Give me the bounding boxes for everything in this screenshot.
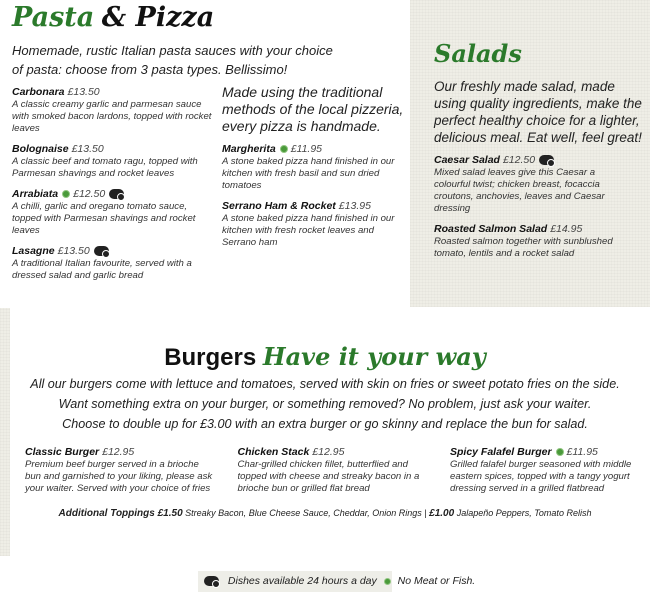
salads-items-1-price: £14.95	[550, 223, 583, 235]
burgers-toppings-price2: £1.00	[429, 508, 455, 519]
burgers-items-0-price: £12.95	[102, 446, 135, 458]
pasta-intro: Homemade, rustic Italian pasta sauces with your choice of pasta: choose from 3 pasta types. Bellissimo!	[12, 43, 333, 77]
burgers-items-1-desc: Char-grilled chicken fillet, butterflied and topped with cheese and streaky bacon in a brioche bun or grilled flat bread	[237, 459, 420, 494]
salads-items-0-desc: Mixed salad leaves give this Caesar a colourful twist; chicken breast, focaccia croutons, anchovies, leaves and Caesar dressing	[434, 167, 605, 214]
burgers-title_a: Burgers	[164, 344, 257, 371]
pasta-items-1-name: Bolognaise	[12, 143, 69, 155]
burgers-items-0-name: Classic Burger	[25, 446, 100, 458]
menu-item-salmon	[434, 223, 629, 260]
burgers-items-0-desc: Premium beef burger served in a brioche bun and garnished to your liking, please ask your waiter. Served with your choice of fries	[25, 459, 213, 494]
legend	[198, 571, 476, 592]
menu-item-bolognaise	[12, 143, 212, 180]
pizza-items-0-price: £11.95	[290, 143, 323, 155]
pasta-items-3-name: Lasagne	[12, 245, 55, 257]
24-hour-icon	[204, 576, 219, 586]
burgers-intro-1: Want something extra on your burger, or something removed? No problem, just ask your waiter.	[58, 397, 592, 411]
salads-column	[434, 38, 648, 260]
salads-intro: Our freshly made salad, made using quality ingredients, make the perfect healthy choice for a lighter, delicious meal. Eat well, feel great!	[434, 79, 642, 145]
pasta-column	[12, 86, 212, 282]
24-hour-icon	[94, 246, 109, 256]
pasta-items-0-name: Carbonara	[12, 86, 65, 98]
pasta-items-1-desc: A classic beef and tomato ragu, topped with Parmesan shavings and rocket leaves	[12, 156, 198, 179]
burgers-section	[0, 341, 650, 520]
menu-item-falafel-burger	[450, 446, 640, 495]
burgers-items-2-price: £11.95	[566, 446, 598, 458]
pasta-title	[12, 2, 214, 33]
burgers-items-1-price: £12.95	[312, 446, 345, 458]
legend-veg: No Meat or Fish.	[397, 575, 476, 587]
pizza-items-0-desc: A stone baked pizza hand finished in our kitchen with fresh basil and sun dried tomatoes	[222, 156, 395, 191]
burgers-items	[0, 446, 650, 495]
menu-item-margherita	[222, 143, 407, 192]
pasta-items-1-price: £13.50	[71, 143, 104, 155]
pizza-column	[222, 84, 407, 249]
pizza-intro: Made using the traditional methods of the local pizzeria, every pizza is handmade.	[222, 84, 404, 134]
burgers-title_b: Have it your way	[262, 342, 486, 371]
pasta-items-2-name: Arrabiata	[12, 188, 59, 200]
pasta-title_b: & Pizza	[101, 2, 215, 33]
burgers-toppings-label: Additional Toppings £1.50	[58, 508, 183, 519]
burgers-items-2-desc: Grilled falafel burger seasoned with middle eastern spices, topped with a tangy yogurt dressing served in a grilled flatbread	[450, 459, 632, 494]
burgers-toppings-list2: Jalapeño Peppers, Tomato Relish	[456, 508, 592, 518]
pasta-title_a: Pasta	[12, 2, 95, 33]
salads-items-1-name: Roasted Salmon Salad	[434, 223, 548, 235]
pasta-items-0-desc: A classic creamy garlic and parmesan sauce with smoked bacon lardons, topped with rocket leaves	[12, 99, 212, 134]
pizza-items-1-desc: A stone baked pizza hand finished in our kitchen with fresh rocket leaves and Serrano ham	[222, 213, 395, 248]
pasta-items-2-price: £12.50	[73, 188, 106, 200]
pizza-items-0-name: Margherita	[222, 143, 276, 155]
pasta-items-3-desc: A traditional Italian favourite, served with a dressed salad and garlic bread	[12, 258, 192, 281]
pasta-items-0-price: £13.50	[67, 86, 100, 98]
salads-items-0-price: £12.50	[502, 154, 536, 166]
pizza-items-1-name: Serrano Ham & Rocket	[222, 200, 336, 212]
24-hour-icon	[539, 155, 554, 165]
menu-item-arrabiata	[12, 188, 212, 237]
vegetarian-icon	[556, 448, 564, 456]
burgers-intro-0: All our burgers come with lettuce and tomatoes, served with skin on fries or sweet potato fries on the side.	[30, 377, 620, 391]
burgers-items-2-name: Spicy Falafel Burger	[450, 446, 552, 458]
burgers-intro	[0, 374, 650, 434]
pizza-items-1-price: £13.95	[338, 200, 371, 212]
pasta-items-3-price: £13.50	[57, 245, 90, 257]
burgers-intro-2: Choose to double up for £3.00 with an extra burger or go skinny and replace the bun for salad.	[62, 417, 588, 431]
vegetarian-icon	[280, 145, 288, 153]
menu-item-caesar	[434, 154, 609, 215]
vegetarian-icon	[62, 190, 70, 198]
24-hour-icon	[109, 189, 124, 199]
menu-item-classic-burger	[25, 446, 215, 495]
salads-items-1-desc: Roasted salmon together with sunblushed tomato, lentils and a rocket salad	[434, 236, 613, 259]
burgers-toppings-list1: Streaky Bacon, Blue Cheese Sauce, Cheddar, Onion Rings |	[185, 508, 427, 518]
legend-h24: Dishes available 24 hours a day	[227, 575, 377, 587]
burgers-title	[0, 341, 650, 374]
menu-item-serrano	[222, 200, 407, 249]
salads-items-0-name: Caesar Salad	[434, 154, 500, 166]
menu-item-chicken-stack	[238, 446, 428, 495]
burgers-items-1-name: Chicken Stack	[237, 446, 310, 458]
menu-item-lasagne	[12, 245, 212, 282]
salads-title: Salads	[434, 39, 522, 68]
vegetarian-icon	[384, 578, 391, 585]
pasta-items-2-desc: A chilli, garlic and oregano tomato sauce, topped with Parmesan shavings and rocket leaves	[12, 201, 196, 236]
menu-item-carbonara	[12, 86, 212, 135]
additional-toppings	[0, 507, 650, 520]
